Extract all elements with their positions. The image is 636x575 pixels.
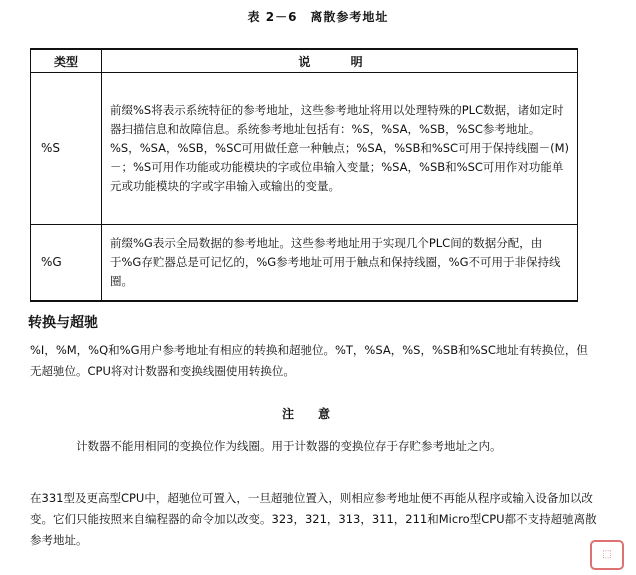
paragraph-transition-override: %I，%M，%Q和%G用户参考地址有相应的转换和超驰位。%T，%SA，%S，%SB和%SC地址有转换位，但无超驰位。CPU将对计数器和变换线圈使用转换位。 [30,343,588,378]
row-desc-g: 前缀%G表示全局数据的参考地址。这些参考地址用于实现几个PLC间的数据分配，由于%G存贮器总是可记忆的，%G参考地址可用于触点和保持线圈，%G不可用于非保持线圈。 [102,225,578,301]
table-row [31,73,578,225]
row-type-g: %G [31,225,102,301]
note-text: 计数器不能用相同的变换位作为线圈。用于计数器的变换位存于存贮参考地址之内。 [76,439,502,453]
paragraph-cpu-override: 在331型及更高型CPU中，超驰位可置入，一旦超驰位置入，则相应参考地址便不再能从程序或输入设备加以改变。它们只能按照来自编程器的命令加以改变。323，321，313，311，211和Micro型CPU都不支持超驰离散参考地址。 [30,491,597,547]
table-row [31,225,578,301]
table-caption: 表 2－6 离散参考地址 [247,10,389,24]
watermark-stamp-icon: ⬚ [590,540,624,570]
header-description: 说 明 [102,49,578,73]
row-type-s: %S [31,73,102,225]
header-type: 类型 [31,49,102,73]
table-header-row [31,49,578,73]
note-title: 注意 [281,407,354,421]
row-desc-s: 前缀%S将表示系统特征的参考地址，这些参考地址将用以处理特殊的PLC数据，诸如定时器扫描信息和故障信息。系统参考地址包括有：%S，%SA，%SB，%SC参考地址。%S，%SA，%SB，%SC可用做任意一种触点；%SA，%SB和%SC可用于保持线圈－(M)－；%S可用作功能或功能模块的字或位串输入变量；%SA，%SB和%SC可用作对功能单元或功能模块的字或字串输入或输出的变量。 [102,73,578,225]
section-heading: 转换与超驰 [28,315,98,331]
discrete-reference-table [30,48,578,302]
